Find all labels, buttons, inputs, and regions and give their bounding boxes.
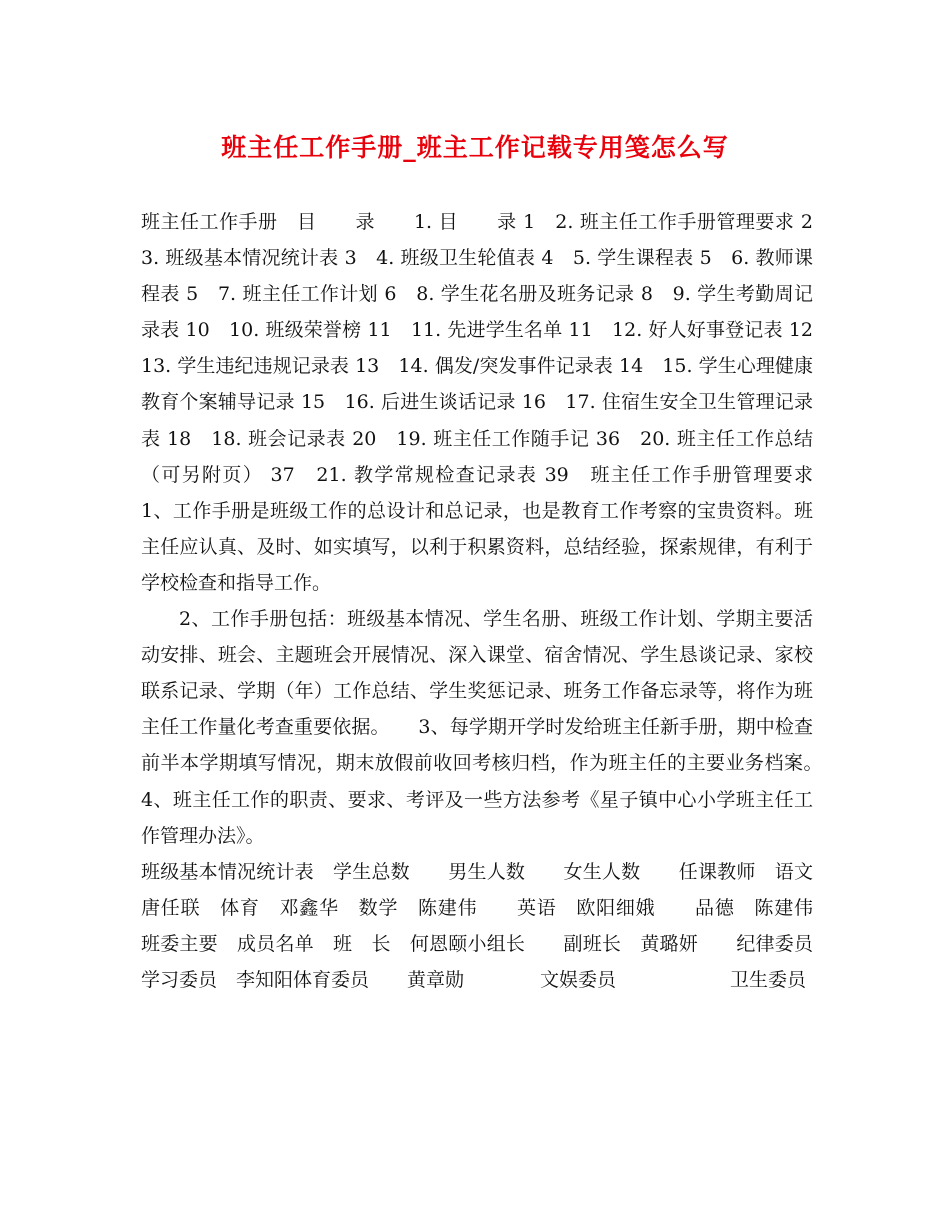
document-title: 班主任工作手册_班主工作记载专用笺怎么写 (221, 133, 729, 162)
paragraph-class-statistics: 班级基本情况统计表 学生总数 男生人数 女生人数 任课教师 语文 唐任联 体育 邓鑫华 数学 陈建伟 英语 欧阳细娥 品德 陈建伟 班委主要 成员名单 班 长 何恩颐小组长 副班长 黄璐妍 纪律委员 学习委员 李知阳体育委员 黄章勋 文娱委员 卫生委员 (141, 860, 890, 991)
paragraph-table-of-contents-and-requirements: 班主任工作手册 目 录 1. 目 录 1 2. 班主任工作手册管理要求 2 3. 班级基本情况统计表 3 4. 班级卫生轮值表 4 5. 学生课程表 5 6. 教师课程表 5 7. 班主任工作计划 6 8. 学生花名册及班务记录 8 9. 学生考勤周记录表 10 10. 班级荣誉榜 11 11. 先进学生名单 11 12. 好人好事登记表 12 13. 学生违纪违规记录表 13 14. 偶发/突发事件记录表 14 15. 学生心理健康教育个案辅导记录 15 16. 后进生谈话记录 16 17. 住宿生安全卫生管理记录表 18 18. 班会记录表 20 19. 班主任工作随手记 36 20. 班主任工作总结（可另附页） 37 21. 教学常规检查记录表 39 班主任工作手册管理要求 1、工作手册是班级工作的总设计和总记录，也是教育工作考察的宝贵资料。班主任应认真、及时、如实填写，以利于积累资料，总结经验，探索规律，有利于学校检查和指导工作。 (141, 211, 890, 594)
paragraph-handbook-contents: 2、工作手册包括：班级基本情况、学生名册、班级工作计划、学期主要活动安排、班会、主题班会开展情况、深入课堂、宿舍情况、学生恳谈记录、家校联系记录、学期（年）工作总结、学生奖惩记录、班务工作备忘录等，将作为班主任工作量化考查重要依据。 3、每学期开学时发给班主任新手册，期中检查前半本学期填写情况，期末放假前收回考核归档，作为班主任的主要业务档案。 4、班主任工作的职责、要求、考评及一些方法参考《星子镇中心小学班主任工作管理办法》。 (141, 608, 852, 847)
document-body (141, 204, 890, 998)
